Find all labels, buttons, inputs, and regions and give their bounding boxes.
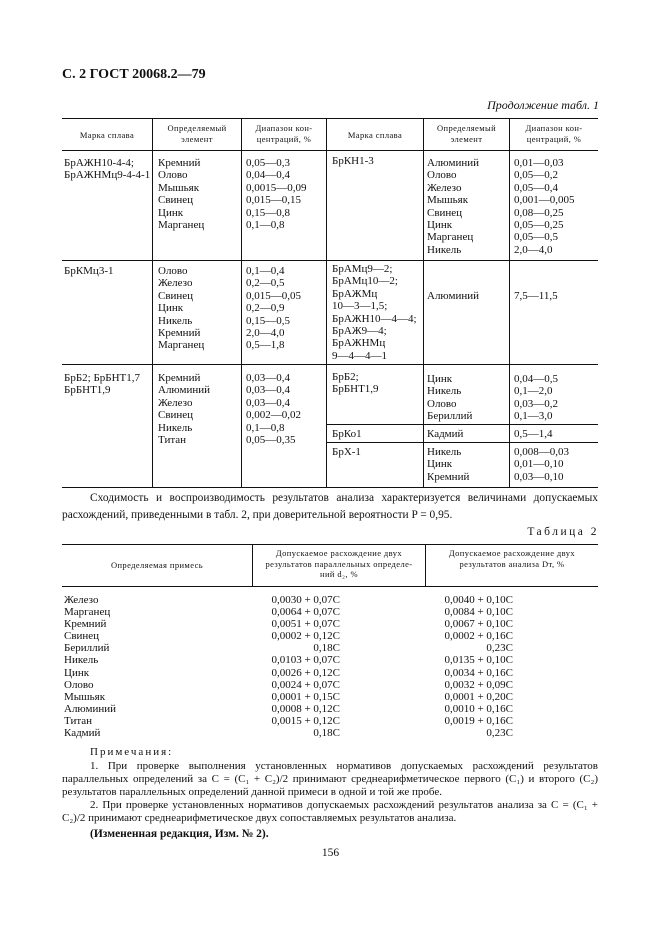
- rule: [62, 260, 326, 261]
- alloy-grade: БрБ2; БрБНТ1,7 БрБНТ1,9: [64, 372, 140, 397]
- rule: [62, 586, 598, 587]
- alloy-grade: БрХ-1: [332, 446, 361, 458]
- rule: [62, 364, 326, 365]
- element-list: Кремний Олово Мышьяк Свинец Цинк Марганец: [158, 157, 205, 232]
- range-list: 0,03—0,4 0,03—0,4 0,03—0,4 0,002—0,02 0,1—0,8 0,05—0,35: [246, 372, 301, 447]
- dt-values: 0,0040 + 0,10С 0,0084 + 0,10С 0,0067 + 0,10С 0,0002 + 0,16С 0,23С 0,0135 + 0,10С 0,0034 + 0,16С 0,0032 + 0,09С 0,0001 + 0,20С 0,0010 + 0,16С 0,0019 + 0,16С 0,23С: [444, 594, 513, 740]
- col-header-grade: Марка сплава: [347, 130, 403, 140]
- col-header-impurity: Определяемая примесь: [110, 560, 204, 570]
- col-header-element: Определяемый элемент: [167, 123, 227, 144]
- rule: [327, 442, 598, 443]
- range-list: 0,1—0,4 0,2—0,5 0,015—0,05 0,2—0,9 0,15—0,5 2,0—4,0 0,5—1,8: [246, 265, 301, 352]
- alloy-grade: БрКо1: [332, 428, 362, 440]
- rule: [509, 118, 510, 487]
- note-2: 2. При проверке установленных нормативов допускаемых расхождений результатов анализа за C = (C₁ + C₂)/2 принимают среднеарифметическое двух сопоставляемых результатов анализа.: [62, 799, 598, 824]
- rule: [62, 150, 598, 151]
- page-header: С. 2 ГОСТ 20068.2—79: [62, 67, 206, 82]
- range-list: 7,5—11,5: [514, 290, 558, 302]
- col-header-dt: Допускаемое расхождение двух результатов анализа Dт, %: [448, 548, 576, 569]
- col-header-range: Диапазон кон- центраций, %: [525, 123, 583, 144]
- range-list: 0,5—1,4: [514, 428, 553, 440]
- rule: [62, 544, 598, 545]
- body-paragraph: Сходимость и воспроизводимость результатов анализа характеризуется величинами допускаемых расхождений, приведенными в табл. 2, при доверительной вероятности P = 0,95.: [62, 492, 598, 521]
- alloy-grade: БрКН1-3: [332, 155, 374, 167]
- range-list: 0,04—0,5 0,1—2,0 0,03—0,2 0,1—3,0: [514, 373, 558, 423]
- impurity-list: Железо Марганец Кремний Свинец Бериллий Никель Цинк Олово Мышьяк Алюминий Титан Кадмий: [64, 594, 117, 740]
- rule: [326, 118, 327, 487]
- amendment-note: (Измененная редакция, Изм. № 2).: [90, 828, 269, 840]
- notes-title: Примечания:: [90, 746, 174, 758]
- element-list: Олово Железо Свинец Цинк Никель Кремний Марганец: [158, 265, 205, 352]
- range-list: 0,01—0,03 0,05—0,2 0,05—0,4 0,001—0,005 0,08—0,25 0,05—0,25 0,05—0,5 2,0—4,0: [514, 157, 575, 256]
- rule: [62, 487, 598, 488]
- range-list: 0,008—0,03 0,01—0,10 0,03—0,10: [514, 446, 569, 483]
- rule: [62, 118, 598, 119]
- d2-values: 0,0030 + 0,07С 0,0064 + 0,07С 0,0051 + 0,07С 0,0002 + 0,12С 0,18С 0,0103 + 0,07С 0,0026 + 0,12С 0,0024 + 0,07С 0,0001 + 0,15С 0,0008 + 0,12С 0,0015 + 0,12С 0,18С: [271, 594, 340, 740]
- note-1: 1. При проверке выполнения установленных нормативов допускаемых расхождений результатов параллельных определений за C = (C₁ + C₂)/2 принимают среднеарифметическое первого (C₁) и второго (C₂) результатов параллельных определений данной примеси в одной и той же пробе.: [62, 760, 598, 798]
- element-list: Алюминий: [427, 290, 480, 302]
- col-header-d2: Допускаемое расхождение двух результатов параллельных определе- ний d₂, %: [265, 548, 413, 579]
- range-list: 0,05—0,3 0,04—0,4 0,0015—0,09 0,015—0,15 0,15—0,8 0,1—0,8: [246, 157, 307, 232]
- element-list: Алюминий Олово Железо Мышьяк Свинец Цинк Марганец Никель: [427, 157, 480, 256]
- alloy-grade: БрКМц3-1: [64, 265, 114, 277]
- alloy-grade: БрАМц9—2; БрАМц10—2; БрАЖМц 10—3—1,5; БрАЖН10—4—4; БрАЖ9—4; БрАЖНМц 9—4—4—1: [332, 263, 417, 362]
- table-2-title: Таблица 2: [527, 526, 599, 538]
- col-header-range: Диапазон кон- центраций, %: [255, 123, 313, 144]
- rule: [327, 260, 598, 261]
- element-list: Кадмий: [427, 428, 464, 440]
- element-list: Кремний Алюминий Железо Свинец Никель Титан: [158, 372, 211, 447]
- col-header-element: Определяемый элемент: [436, 123, 497, 144]
- alloy-grade: БрАЖН10-4-4; БрАЖНМц9-4-4-1: [64, 157, 151, 182]
- table-continuation-label: Продолжение табл. 1: [487, 98, 599, 112]
- rule: [423, 118, 424, 487]
- element-list: Цинк Никель Олово Бериллий: [427, 373, 473, 423]
- rule: [327, 364, 598, 365]
- alloy-grade: БрБ2; БрБНТ1,9: [332, 371, 379, 396]
- page-number: 156: [321, 847, 340, 859]
- rule: [152, 118, 153, 487]
- element-list: Никель Цинк Кремний: [427, 446, 470, 483]
- col-header-grade: Марка сплава: [79, 130, 135, 140]
- rule: [241, 118, 242, 487]
- rule: [327, 424, 598, 425]
